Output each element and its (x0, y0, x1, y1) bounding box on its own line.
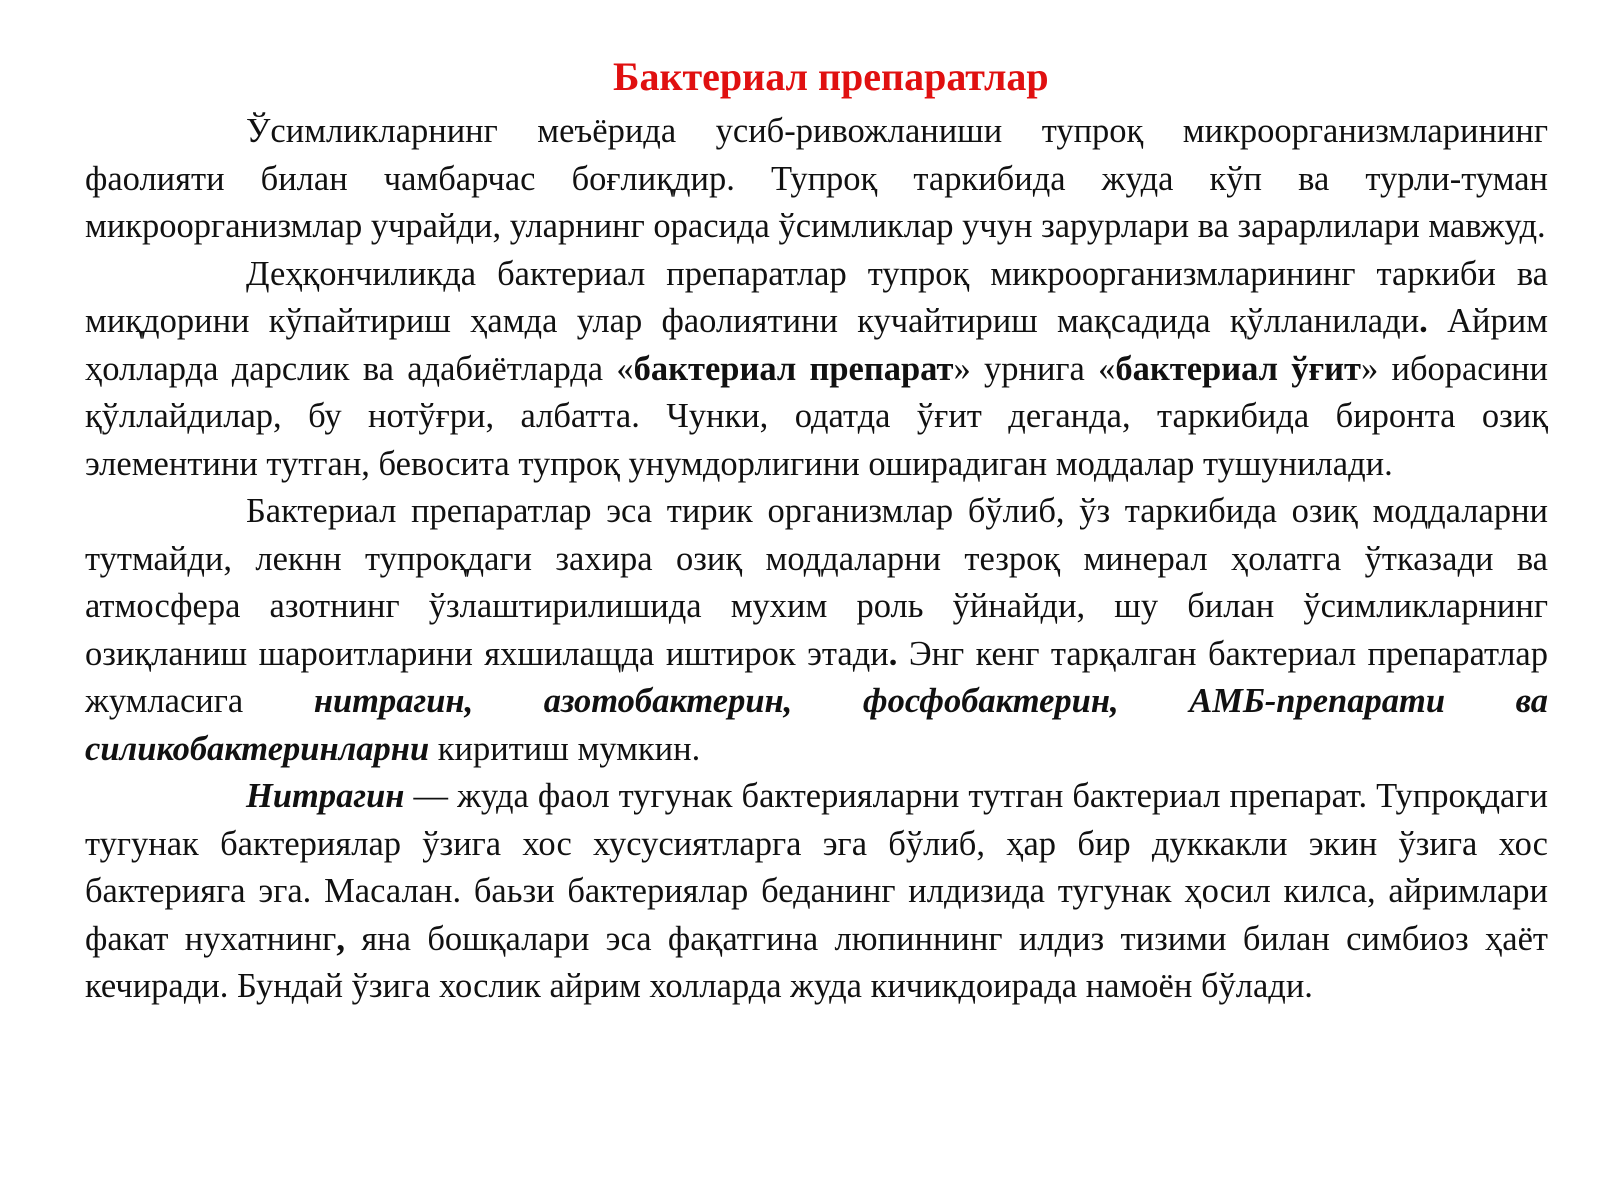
paragraph-3-text-c: киритиш мумкин. (429, 729, 701, 768)
preparation-list: нитрагин, азотобактерин, фосфобактерин, АМБ-препарати ва силикобактеринларни (85, 682, 1549, 768)
paragraph-2-text-b: Айрим ҳолларда дарслик ва адабиётларда « (85, 302, 1548, 388)
paragraph-2-bold-period: . (1419, 302, 1448, 340)
paragraph-4-bold-comma: , (336, 919, 362, 958)
paragraph-2-text-c: » урнига « (953, 349, 1116, 388)
paragraph-3-text-b: Энг кенг тарқалган бактериал препаратлар жумласига (85, 634, 1548, 720)
page-title: Бактериал препаратлар (613, 54, 1049, 99)
paragraph-1 (85, 108, 1548, 251)
term-bacterial-preparation: бактериал препарат (633, 349, 954, 388)
term-bacterial-fertilizer: бактериал ўғит (1115, 349, 1361, 388)
paragraph-1-text: Ўсимликларнинг меъёрида усиб-ривожланиши тупроқ микроорганизмларининг фаолияти билан чамбарчас боғлиқдир. Тупроқ таркибида жуда кўп ва турли-туман микроорганизмлар учрайди, уларнинг орасида ўсимликлар учун зарурлари ва зарарлилари мавжуд. (85, 112, 1548, 245)
paragraph-4-text-a: — жуда фаол тугунак бактерияларни тутган бактериал препарат. Тупроқдаги тугунак бактериялар ўзига хос хусусиятларга эга бўлиб, ҳар бир дуккакли экин ўзига хос бактерияга эга. Масалан. баьзи бактериялар беданинг илдизида тугунак ҳосил килса, айримлари факат нухатнинг (85, 777, 1548, 958)
paragraph-4 (85, 773, 1548, 1011)
term-nitragin: Нитрагин (246, 777, 405, 815)
paragraph-4-text-b: яна бошқалари эса фақатгина люпиннинг илдиз тизими билан симбиоз ҳаёт кечиради. Бундай ўзига хослик айрим холларда жуда кичикдоирада намоён бўлади. (85, 919, 1549, 1005)
paragraph-2-text-a: Деҳқончиликда бактериал препаратлар тупроқ микроорганизмларининг таркиби ва миқдорини кўпайтириш ҳамда улар фаолиятини кучайтириш мақсадида қўлланилади (85, 254, 1548, 340)
paragraph-2 (85, 251, 1548, 489)
paragraph-3-bold-period: . (888, 634, 909, 673)
paragraph-3 (85, 488, 1548, 773)
paragraph-3-text-a: Бактериал препаратлар эса тирик организмлар бўлиб, ўз таркибида озиқ моддаларни тутмайди, лекнн тупроқдаги захира озиқ моддаларни тезроқ минерал ҳолатга ўтказади ва атмосфера азотнинг ўзлаштирилишида мухим роль ўйнайди, шу билан ўсимликларнинг озиқланиш шароитларини яхшилащда иштирок этади (85, 492, 1548, 673)
paragraph-2-text-d: » иборасини қўллайдилар, бу нотўғри, албатта. Чунки, одатда ўғит деганда, таркибида биронта озиқ элементини тутган, бевосита тупроқ унумдорлигини оширадиган моддалар тушунилади. (85, 349, 1549, 483)
